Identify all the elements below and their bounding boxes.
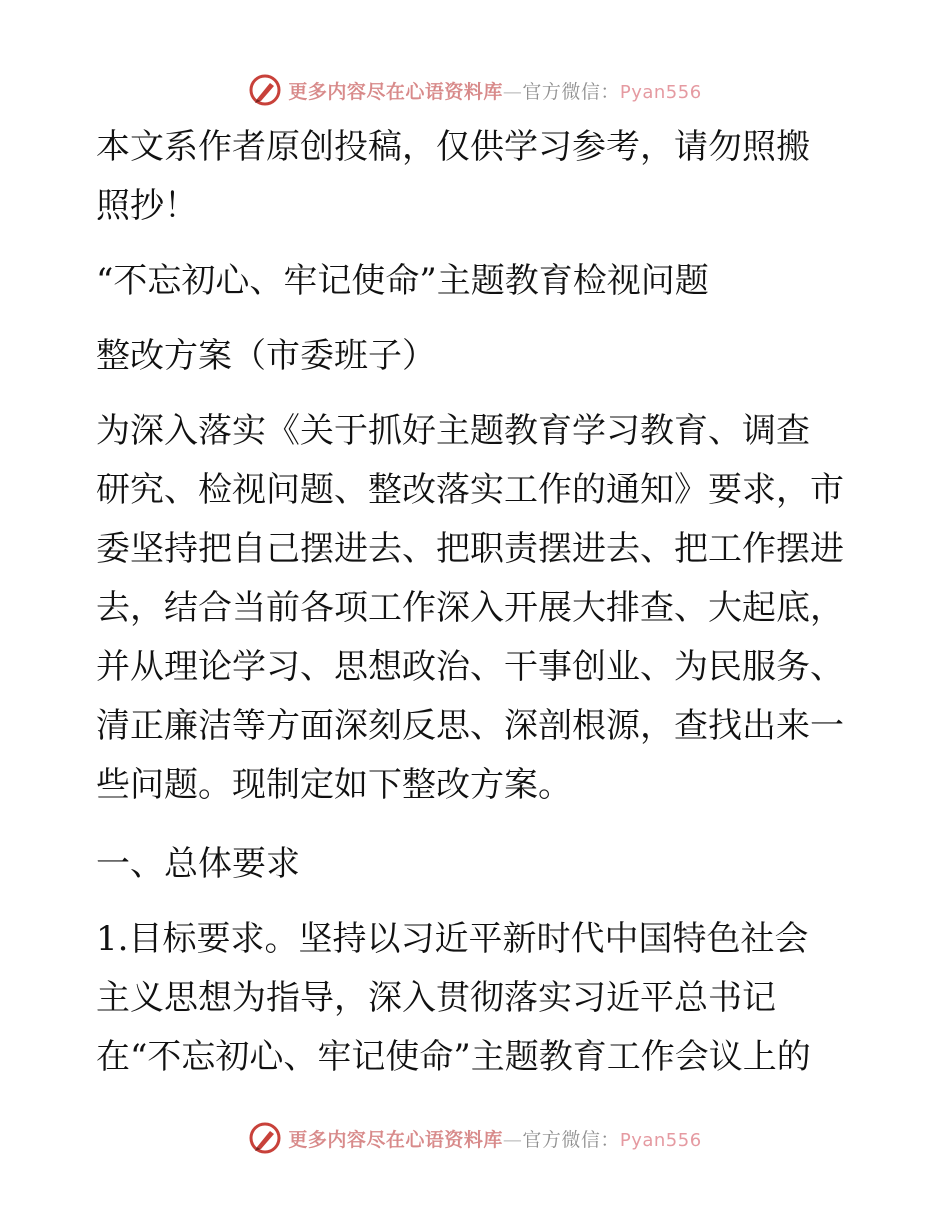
paragraph-line: 为深入落实《关于抓好主题教育学习教育、调查: [96, 411, 810, 451]
paragraph-line: 些问题。现制定如下整改方案。: [96, 765, 572, 805]
paragraph-line: 清正廉洁等方面深刻反思、深剖根源，查找出来一: [96, 706, 844, 746]
paragraph-line: 在“不忘初心、牢记使命”主题教育工作会议上的: [96, 1037, 811, 1077]
pen-logo-icon: [248, 73, 282, 107]
pen-logo-icon: [248, 1121, 282, 1155]
document-title: “不忘初心、牢记使命”主题教育检视问题: [96, 261, 709, 301]
watermark-text: 更多内容尽在心语资料库—官方微信：Pyan556: [288, 1128, 702, 1151]
watermark-banner-top: [0, 70, 950, 110]
notice-line: 照抄！: [96, 186, 198, 226]
document-body: [96, 118, 866, 1087]
paragraph-line: 研究、检视问题、整改落实工作的通知》要求，市: [96, 470, 844, 510]
notice-line: 本文系作者原创投稿，仅供学习参考，请勿照搬: [96, 127, 810, 167]
document-subtitle: 整改方案（市委班子）: [96, 336, 436, 376]
paragraph-line: 并从理论学习、思想政治、干事创业、为民服务、: [96, 647, 844, 687]
section-heading: 一、总体要求: [96, 844, 300, 884]
paragraph-line: 委坚持把自己摆进去、把职责摆进去、把工作摆进: [96, 529, 844, 569]
paragraph-line: 主义思想为指导，深入贯彻落实习近平总书记: [96, 978, 776, 1018]
watermark-text: 更多内容尽在心语资料库—官方微信：Pyan556: [288, 80, 702, 103]
paragraph-line: 去，结合当前各项工作深入开展大排查、大起底，: [96, 588, 844, 628]
watermark-banner-bottom: [0, 1118, 950, 1158]
paragraph-line: 1.目标要求。坚持以习近平新时代中国特色社会: [96, 919, 809, 959]
